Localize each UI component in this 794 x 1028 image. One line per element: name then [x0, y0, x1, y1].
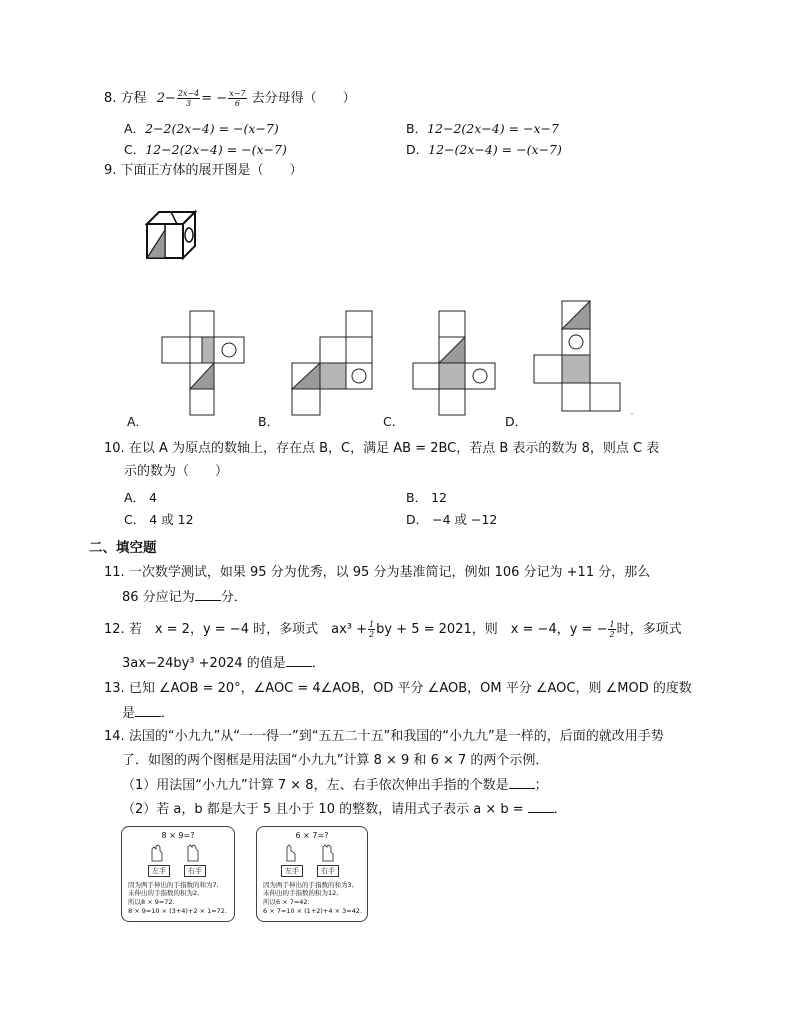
- q8-frac2: $\frac{x-7}{6}$: [229, 89, 246, 108]
- net-option-c[interactable]: [413, 311, 497, 415]
- right-hand-label: 右手: [184, 865, 206, 877]
- q12-line2: 3ax−24by³ +2024 的值是 ．: [122, 656, 325, 671]
- q10-option-b[interactable]: B． 12: [406, 490, 447, 505]
- left-hand-label: 左手: [281, 865, 303, 877]
- q11-line1: 11. 一次数学测试，如果 95 分为优秀，以 95 分为基准简记，例如 106 分记为 +11 分，那么: [104, 565, 651, 580]
- net-option-a[interactable]: [162, 311, 252, 415]
- net-option-b[interactable]: [292, 311, 378, 415]
- q8-option-c[interactable]: C．12−2(2x−4) = −(x−7): [124, 142, 287, 157]
- q8-option-a[interactable]: A．2−2(2x−4) = −(x−7): [124, 121, 279, 136]
- q8-option-d[interactable]: D．12−(2x−4) = −(x−7): [406, 142, 562, 157]
- q8-number: 8.: [104, 91, 117, 106]
- hand-icon: [148, 843, 208, 863]
- example-card-6x7: 6 × 7=? 左手 右手 因为两手伸出的手指数的和为3, 未伸出的手指数的积为12, 所以6 × 7=42. 6 × 7=10 × (1+2)+4 × 3=42.: [256, 826, 368, 922]
- q12-answer-blank[interactable]: [286, 654, 312, 667]
- q14-line2: 了．如图的两个图框是用法国“小九九”计算 8 × 9 和 6 × 7 的两个示例．: [122, 753, 549, 768]
- right-hand-label: 右手: [317, 865, 339, 877]
- net-option-d[interactable]: [532, 301, 636, 415]
- example-card-8x9: 8 × 9=? 左手 右手 因为两手伸出的手指数的和为7, 未伸出的手指数的积为2, 所以8 × 9=72. 8 × 9=10 × (3+4)+2 × 1=72.: [121, 826, 235, 922]
- q14-sub2-blank[interactable]: [528, 800, 554, 813]
- q14-sub1: （1）用法国“小九九”计算 7 × 8，左、右手依次伸出手指的个数是 ；: [122, 778, 548, 793]
- q10-line1: 10. 在以 A 为原点的数轴上，存在点 B，C，满足 AB = 2BC，若点 B 表示的数为 8，则点 C 表: [104, 441, 660, 456]
- q13-line2: 是 ．: [122, 706, 175, 721]
- q12-line1: 12. 若 x = 2，y = −4 时，多项式 ax³ + $\frac{1}{2}$ by + 5 = 2021，则 x = −4，y = − $\frac{1}{2}$ 时，多项式: [104, 620, 682, 639]
- q10-option-a[interactable]: A． 4: [124, 490, 157, 505]
- q13-line1: 13. 已知 ∠AOB = 20°，∠AOC = 4∠AOB，OD 平分 ∠AOB，OM 平分 ∠AOC，则 ∠MOD 的度数: [104, 681, 692, 696]
- q11-line2: 86 分应记为 分．: [122, 590, 247, 605]
- q14-sub2: （2）若 a，b 都是大于 5 且小于 10 的整数，请用式子表示 a × b = ．: [122, 802, 567, 817]
- net-d-label[interactable]: D．: [505, 414, 528, 429]
- q14-line1: 14. 法国的“小九九”从“一一得一”到“五五二十五”和我国的“小九九”是一样的，后面的就改用手势: [104, 729, 664, 744]
- net-a-label[interactable]: A．: [127, 414, 149, 429]
- q8-frac1: $\frac{2x-4}{3}$: [177, 89, 200, 108]
- q8-option-b[interactable]: B．12−2(2x−4) = −x−7: [406, 121, 559, 136]
- q13-answer-blank[interactable]: [135, 704, 161, 717]
- q9-stem: 9. 下面正方体的展开图是（ ）: [104, 163, 303, 178]
- cube-figure: [145, 210, 197, 260]
- q14-sub1-blank[interactable]: [509, 776, 535, 789]
- q10-option-d[interactable]: D． −4 或 −12: [406, 512, 498, 527]
- hand-icon: [283, 843, 343, 863]
- q11-answer-blank[interactable]: [195, 588, 221, 601]
- left-hand-label: 左手: [148, 865, 170, 877]
- net-b-label[interactable]: B．: [258, 414, 280, 429]
- section-title: 二、填空题: [89, 540, 157, 556]
- q10-option-c[interactable]: C． 4 或 12: [124, 512, 194, 527]
- q8-stem: 8. 方程 2− $\frac{2x-4}{3}$ = − $\frac{x-7}{6}$ 去分母得（ ）: [104, 89, 356, 108]
- net-c-label[interactable]: C．: [383, 414, 405, 429]
- q10-line2: 示的数为（ ）: [124, 464, 229, 479]
